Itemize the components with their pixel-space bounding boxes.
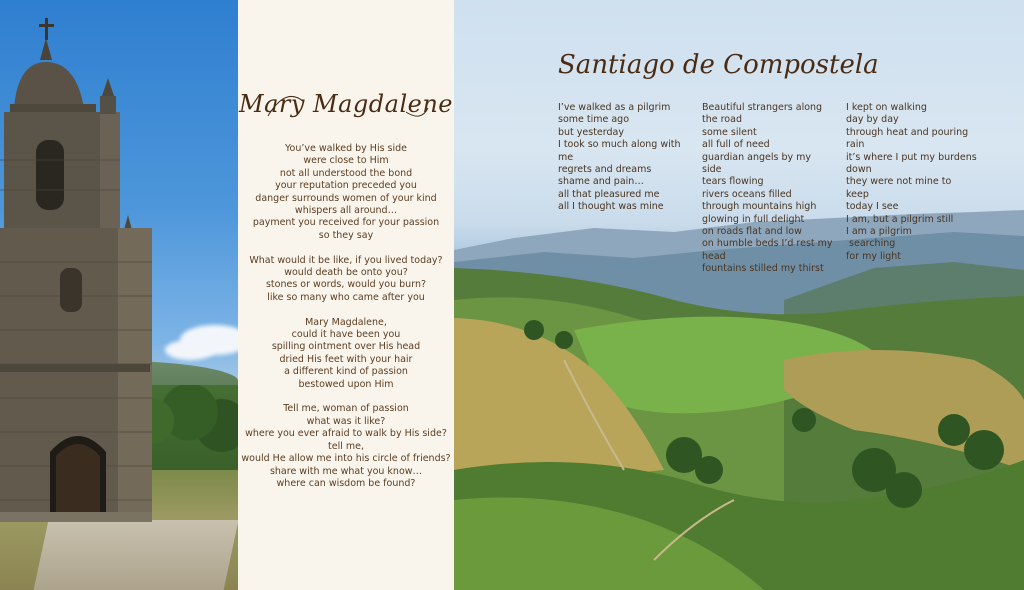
poem-column-1 [558, 102, 688, 214]
poem-line: your reputation preceded you [275, 180, 417, 192]
poem-line: Tell me, woman of passion [283, 403, 409, 415]
poem-line: shame and pain… [558, 176, 644, 188]
poem-line: not all understood the bond [279, 167, 413, 179]
valley-landscape-illustration [454, 0, 1024, 590]
stanza-3 [238, 317, 454, 391]
poem-line: all full of need [702, 139, 770, 151]
poem-line: stones or words, would you burn? [265, 279, 427, 291]
poem-line: some time ago [558, 114, 630, 126]
poem-line: side [702, 164, 722, 176]
poem-line: were close to Him [303, 155, 389, 167]
poem-line: spilling ointment over His head [271, 341, 421, 353]
poem-line: where you ever afraid to walk by His side? [245, 428, 447, 440]
mary-magdalene-poem-panel [238, 0, 454, 590]
poem-line: keep [846, 188, 869, 200]
poem-line: they were not mine to [846, 176, 952, 188]
poem-line: day by day [846, 114, 899, 126]
poem-line: would death be onto you? [284, 267, 408, 279]
poem-line: some silent [702, 126, 757, 138]
poem-line: all that pleasured me [558, 188, 660, 200]
poem-line: Mary Magdalene, [305, 316, 387, 328]
poem-line: for my light [846, 250, 902, 262]
poem-line: Beautiful strangers along [702, 102, 823, 113]
poem-body [238, 143, 454, 503]
poem-line: You’ve walked by His side [284, 143, 408, 154]
poem-line: head [702, 250, 726, 262]
poem-line: on roads flat and low [702, 226, 802, 238]
poem-line: share with me what you know… [269, 465, 423, 477]
poem-line: payment you received for your passion [252, 217, 440, 229]
poem-line: today I see [846, 201, 899, 213]
poem-title: Mary Magdalene [239, 90, 453, 118]
poem-line: fountains stilled my thirst [702, 263, 824, 275]
poem-line: me [558, 151, 574, 163]
poem-line: searching [846, 238, 896, 250]
poem-column-3 [846, 102, 976, 263]
poem-line: through mountains high [702, 201, 817, 213]
poem-line: regrets and dreams [558, 164, 652, 176]
poem-line: danger surrounds women of your kind [255, 192, 437, 204]
poem-line: I took so much along with [558, 139, 681, 151]
poem-line: I’ve walked as a pilgrim [558, 102, 671, 113]
poem-line: tears flowing [702, 176, 764, 188]
poem-line: but yesterday [558, 126, 624, 138]
poem-line: I kept on walking [846, 102, 927, 113]
poem-title: Santiago de Compostela [558, 50, 879, 80]
poem-line: I am a pilgrim [846, 226, 912, 238]
stanza-2 [238, 255, 454, 305]
poem-column-2 [702, 102, 832, 276]
poem-line: it’s where I put my burdens [846, 151, 977, 163]
poem-line: what was it like? [306, 415, 386, 427]
poem-line: where can wisdom be found? [276, 477, 416, 489]
poem-line: glowing in full delight [702, 213, 805, 225]
stanza-4 [238, 403, 454, 490]
poem-line: dried His feet with your hair [279, 353, 413, 365]
poem-line: bestowed upon Him [298, 378, 394, 390]
poem-line: down [846, 164, 872, 176]
poem-line: whispers all around… [294, 205, 398, 217]
poem-line: could it have been you [291, 329, 401, 341]
poem-line: all I thought was mine [558, 201, 664, 213]
landscape-photo [454, 0, 1024, 590]
poem-line: would He allow me into his circle of friends? [241, 453, 451, 465]
poem-line: tell me, [328, 440, 364, 452]
poem-line: like so many who came after you [267, 291, 425, 303]
stanza-1 [238, 143, 454, 242]
poem-line: a different kind of passion [284, 366, 408, 378]
poem-line: on humble beds I’d rest my [702, 238, 833, 250]
bell-tower-photo [0, 0, 238, 590]
poem-line: through heat and pouring [846, 126, 969, 138]
poem-line: so they say [318, 229, 374, 241]
poem-line: guardian angels by my [702, 151, 812, 163]
poem-line: the road [702, 114, 742, 126]
poem-line: rain [846, 139, 865, 151]
bell-tower-illustration [0, 0, 152, 530]
poem-line: rivers oceans filled [702, 188, 792, 200]
poem-line: I am, but a pilgrim still [846, 213, 954, 225]
poem-line: What would it be like, if you lived today? [249, 254, 443, 266]
